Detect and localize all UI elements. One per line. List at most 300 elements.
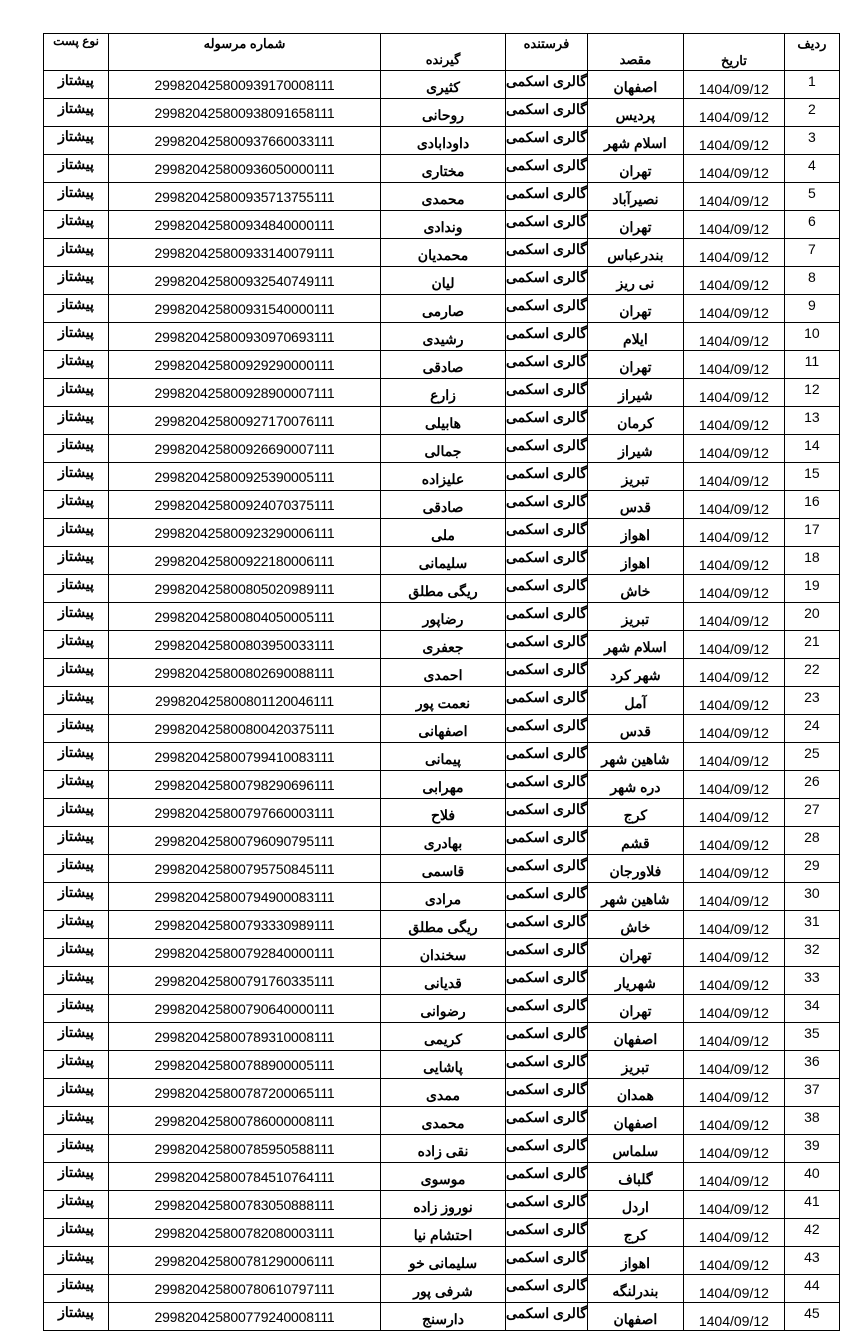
cell-type: پیشتاز (44, 771, 109, 799)
cell-destination: ایلام (587, 323, 683, 351)
cell-row-number: 18 (784, 547, 839, 575)
cell-type: پیشتاز (44, 1023, 109, 1051)
cell-type: پیشتاز (44, 99, 109, 127)
cell-row-number: 34 (784, 995, 839, 1023)
cell-tracking-number: 299820425800935713755111 (109, 183, 381, 211)
table-row (44, 1051, 840, 1079)
cell-tracking-number: 299820425800791760335111 (109, 967, 381, 995)
cell-receiver: کثیری (381, 71, 506, 99)
cell-tracking-number: 299820425800794900083111 (109, 883, 381, 911)
cell-sender: گالری اسکمی (506, 267, 588, 295)
cell-sender: گالری اسکمی (506, 911, 588, 939)
table-row (44, 1023, 840, 1051)
cell-destination: قشم (587, 827, 683, 855)
cell-date: 1404/09/12 (683, 967, 784, 995)
cell-receiver: احتشام نیا (381, 1219, 506, 1247)
cell-tracking-number: 299820425800937660033111 (109, 127, 381, 155)
cell-type: پیشتاز (44, 379, 109, 407)
table-row (44, 603, 840, 631)
cell-destination: اهواز (587, 519, 683, 547)
cell-row-number: 32 (784, 939, 839, 967)
cell-tracking-number: 299820425800801120046111 (109, 687, 381, 715)
cell-destination: تبریز (587, 1051, 683, 1079)
cell-sender: گالری اسکمی (506, 295, 588, 323)
table-row (44, 211, 840, 239)
cell-type: پیشتاز (44, 463, 109, 491)
table-row (44, 295, 840, 323)
cell-type: پیشتاز (44, 631, 109, 659)
cell-sender: گالری اسکمی (506, 967, 588, 995)
cell-type: پیشتاز (44, 911, 109, 939)
cell-destination: سلماس (587, 1135, 683, 1163)
cell-receiver: ملی (381, 519, 506, 547)
table-row (44, 407, 840, 435)
cell-receiver: سلیمانی (381, 547, 506, 575)
cell-tracking-number: 299820425800786000008111 (109, 1107, 381, 1135)
cell-sender: گالری اسکمی (506, 183, 588, 211)
cell-receiver: احمدی (381, 659, 506, 687)
cell-row-number: 42 (784, 1219, 839, 1247)
cell-row-number: 26 (784, 771, 839, 799)
cell-destination: خاش (587, 575, 683, 603)
cell-destination: آمل (587, 687, 683, 715)
cell-receiver: نقی زاده (381, 1135, 506, 1163)
cell-type: پیشتاز (44, 183, 109, 211)
cell-type: پیشتاز (44, 967, 109, 995)
cell-date: 1404/09/12 (683, 1247, 784, 1275)
table-row (44, 715, 840, 743)
cell-tracking-number: 299820425800931540000111 (109, 295, 381, 323)
cell-destination: شاهین شهر (587, 743, 683, 771)
cell-destination: بندرعباس (587, 239, 683, 267)
cell-tracking-number: 299820425800927170076111 (109, 407, 381, 435)
cell-destination: شاهین شهر (587, 883, 683, 911)
cell-row-number: 39 (784, 1135, 839, 1163)
cell-tracking-number: 299820425800783050888111 (109, 1191, 381, 1219)
cell-sender: گالری اسکمی (506, 631, 588, 659)
cell-destination: اهواز (587, 1247, 683, 1275)
cell-date: 1404/09/12 (683, 771, 784, 799)
cell-row-number: 35 (784, 1023, 839, 1051)
cell-date: 1404/09/12 (683, 127, 784, 155)
cell-row-number: 36 (784, 1051, 839, 1079)
cell-type: پیشتاز (44, 239, 109, 267)
cell-receiver: صارمی (381, 295, 506, 323)
cell-date: 1404/09/12 (683, 1163, 784, 1191)
cell-type: پیشتاز (44, 603, 109, 631)
cell-tracking-number: 299820425800782080003111 (109, 1219, 381, 1247)
cell-date: 1404/09/12 (683, 743, 784, 771)
cell-sender: گالری اسکمی (506, 1219, 588, 1247)
cell-type: پیشتاز (44, 995, 109, 1023)
cell-sender: گالری اسکمی (506, 687, 588, 715)
cell-tracking-number: 299820425800799410083111 (109, 743, 381, 771)
cell-tracking-number: 299820425800797660003111 (109, 799, 381, 827)
cell-date: 1404/09/12 (683, 939, 784, 967)
table-row (44, 687, 840, 715)
cell-row-number: 8 (784, 267, 839, 295)
cell-date: 1404/09/12 (683, 155, 784, 183)
header-receiver: گیرنده (381, 34, 506, 71)
table-row (44, 1275, 840, 1303)
cell-row-number: 2 (784, 99, 839, 127)
cell-row-number: 13 (784, 407, 839, 435)
cell-receiver: ممدی (381, 1079, 506, 1107)
cell-date: 1404/09/12 (683, 547, 784, 575)
cell-date: 1404/09/12 (683, 575, 784, 603)
cell-receiver: قاسمی (381, 855, 506, 883)
cell-date: 1404/09/12 (683, 351, 784, 379)
cell-date: 1404/09/12 (683, 855, 784, 883)
cell-destination: شیراز (587, 379, 683, 407)
cell-type: پیشتاز (44, 519, 109, 547)
cell-date: 1404/09/12 (683, 1275, 784, 1303)
table-row (44, 379, 840, 407)
cell-tracking-number: 299820425800936050000111 (109, 155, 381, 183)
cell-date: 1404/09/12 (683, 1303, 784, 1331)
table-row (44, 883, 840, 911)
table-row (44, 267, 840, 295)
table-row (44, 1303, 840, 1331)
table-row (44, 659, 840, 687)
cell-type: پیشتاز (44, 659, 109, 687)
cell-receiver: ریگی مطلق (381, 911, 506, 939)
cell-receiver: رشیدی (381, 323, 506, 351)
cell-receiver: داودابادی (381, 127, 506, 155)
cell-receiver: زارع (381, 379, 506, 407)
cell-sender: گالری اسکمی (506, 659, 588, 687)
cell-sender: گالری اسکمی (506, 463, 588, 491)
table-body (44, 71, 840, 1331)
table-row (44, 491, 840, 519)
cell-destination: تهران (587, 939, 683, 967)
cell-destination: نصیرآباد (587, 183, 683, 211)
cell-row-number: 31 (784, 911, 839, 939)
table-row (44, 575, 840, 603)
cell-tracking-number: 299820425800933140079111 (109, 239, 381, 267)
cell-sender: گالری اسکمی (506, 1079, 588, 1107)
cell-sender: گالری اسکمی (506, 603, 588, 631)
cell-receiver: روحانی (381, 99, 506, 127)
cell-destination: اردل (587, 1191, 683, 1219)
cell-date: 1404/09/12 (683, 239, 784, 267)
cell-date: 1404/09/12 (683, 603, 784, 631)
cell-row-number: 28 (784, 827, 839, 855)
cell-destination: تهران (587, 295, 683, 323)
table-row (44, 967, 840, 995)
cell-row-number: 24 (784, 715, 839, 743)
cell-tracking-number: 299820425800938091658111 (109, 99, 381, 127)
cell-sender: گالری اسکمی (506, 1107, 588, 1135)
cell-date: 1404/09/12 (683, 827, 784, 855)
table-row (44, 1107, 840, 1135)
cell-row-number: 23 (784, 687, 839, 715)
cell-destination: اسلام شهر (587, 127, 683, 155)
cell-date: 1404/09/12 (683, 323, 784, 351)
cell-receiver: بهادری (381, 827, 506, 855)
shipment-table (43, 33, 840, 1331)
cell-receiver: وندادی (381, 211, 506, 239)
table-row (44, 1163, 840, 1191)
table-row (44, 155, 840, 183)
cell-type: پیشتاز (44, 295, 109, 323)
cell-destination: تهران (587, 211, 683, 239)
cell-date: 1404/09/12 (683, 463, 784, 491)
cell-date: 1404/09/12 (683, 1023, 784, 1051)
cell-destination: قدس (587, 491, 683, 519)
cell-receiver: سلیمانی خو (381, 1247, 506, 1275)
cell-type: پیشتاز (44, 1163, 109, 1191)
cell-date: 1404/09/12 (683, 1191, 784, 1219)
cell-tracking-number: 299820425800792840000111 (109, 939, 381, 967)
cell-destination: اصفهان (587, 1303, 683, 1331)
table-row (44, 1135, 840, 1163)
cell-row-number: 29 (784, 855, 839, 883)
cell-receiver: جعفری (381, 631, 506, 659)
cell-sender: گالری اسکمی (506, 1051, 588, 1079)
cell-destination: پردیس (587, 99, 683, 127)
cell-date: 1404/09/12 (683, 1051, 784, 1079)
cell-tracking-number: 299820425800796090795111 (109, 827, 381, 855)
cell-row-number: 16 (784, 491, 839, 519)
table-row (44, 1079, 840, 1107)
cell-row-number: 25 (784, 743, 839, 771)
cell-type: پیشتاز (44, 743, 109, 771)
table-row (44, 519, 840, 547)
cell-sender: گالری اسکمی (506, 323, 588, 351)
cell-tracking-number: 299820425800804050005111 (109, 603, 381, 631)
table-row (44, 183, 840, 211)
cell-tracking-number: 299820425800922180006111 (109, 547, 381, 575)
cell-receiver: شرفی پور (381, 1275, 506, 1303)
cell-receiver: اصفهانی (381, 715, 506, 743)
cell-receiver: محمدی (381, 1107, 506, 1135)
cell-sender: گالری اسکمی (506, 379, 588, 407)
table-row (44, 855, 840, 883)
header-date: تاریخ (683, 34, 784, 71)
cell-sender: گالری اسکمی (506, 519, 588, 547)
cell-tracking-number: 299820425800928900007111 (109, 379, 381, 407)
table-row (44, 1247, 840, 1275)
cell-type: پیشتاز (44, 827, 109, 855)
cell-receiver: پیمانی (381, 743, 506, 771)
cell-receiver: صادقی (381, 491, 506, 519)
cell-date: 1404/09/12 (683, 1107, 784, 1135)
cell-row-number: 1 (784, 71, 839, 99)
cell-sender: گالری اسکمی (506, 1247, 588, 1275)
cell-tracking-number: 299820425800925390005111 (109, 463, 381, 491)
cell-type: پیشتاز (44, 1051, 109, 1079)
cell-sender: گالری اسکمی (506, 855, 588, 883)
cell-date: 1404/09/12 (683, 995, 784, 1023)
cell-row-number: 19 (784, 575, 839, 603)
cell-receiver: فلاح (381, 799, 506, 827)
cell-date: 1404/09/12 (683, 911, 784, 939)
cell-type: پیشتاز (44, 883, 109, 911)
cell-receiver: علیزاده (381, 463, 506, 491)
table-row (44, 463, 840, 491)
cell-type: پیشتاز (44, 1079, 109, 1107)
cell-destination: اصفهان (587, 1023, 683, 1051)
cell-date: 1404/09/12 (683, 659, 784, 687)
cell-tracking-number: 299820425800779240008111 (109, 1303, 381, 1331)
cell-receiver: نوروز زاده (381, 1191, 506, 1219)
cell-date: 1404/09/12 (683, 295, 784, 323)
cell-row-number: 9 (784, 295, 839, 323)
cell-date: 1404/09/12 (683, 715, 784, 743)
table-row (44, 939, 840, 967)
cell-row-number: 20 (784, 603, 839, 631)
table-row (44, 351, 840, 379)
cell-row-number: 17 (784, 519, 839, 547)
table-row (44, 99, 840, 127)
cell-row-number: 6 (784, 211, 839, 239)
cell-sender: گالری اسکمی (506, 435, 588, 463)
cell-type: پیشتاز (44, 267, 109, 295)
cell-tracking-number: 299820425800934840000111 (109, 211, 381, 239)
cell-tracking-number: 299820425800789310008111 (109, 1023, 381, 1051)
cell-receiver: مهرابی (381, 771, 506, 799)
cell-destination: همدان (587, 1079, 683, 1107)
cell-receiver: رضوانی (381, 995, 506, 1023)
cell-row-number: 27 (784, 799, 839, 827)
cell-receiver: صادقی (381, 351, 506, 379)
cell-sender: گالری اسکمی (506, 743, 588, 771)
cell-type: پیشتاز (44, 1247, 109, 1275)
cell-date: 1404/09/12 (683, 379, 784, 407)
cell-type: پیشتاز (44, 435, 109, 463)
cell-destination: تبریز (587, 603, 683, 631)
cell-type: پیشتاز (44, 1275, 109, 1303)
cell-sender: گالری اسکمی (506, 715, 588, 743)
cell-destination: شهر کرد (587, 659, 683, 687)
cell-sender: گالری اسکمی (506, 799, 588, 827)
header-type: نوع پست (44, 34, 109, 71)
cell-destination: تهران (587, 995, 683, 1023)
cell-destination: دره شهر (587, 771, 683, 799)
table-row (44, 547, 840, 575)
cell-sender: گالری اسکمی (506, 351, 588, 379)
cell-date: 1404/09/12 (683, 435, 784, 463)
cell-date: 1404/09/12 (683, 99, 784, 127)
cell-tracking-number: 299820425800926690007111 (109, 435, 381, 463)
table-row (44, 995, 840, 1023)
cell-sender: گالری اسکمی (506, 71, 588, 99)
cell-type: پیشتاز (44, 1107, 109, 1135)
table-row (44, 71, 840, 99)
cell-date: 1404/09/12 (683, 631, 784, 659)
cell-type: پیشتاز (44, 407, 109, 435)
cell-sender: گالری اسکمی (506, 1023, 588, 1051)
cell-receiver: رضاپور (381, 603, 506, 631)
cell-receiver: مرادی (381, 883, 506, 911)
cell-row-number: 38 (784, 1107, 839, 1135)
cell-date: 1404/09/12 (683, 407, 784, 435)
cell-date: 1404/09/12 (683, 1079, 784, 1107)
cell-sender: گالری اسکمی (506, 99, 588, 127)
cell-destination: شیراز (587, 435, 683, 463)
cell-destination: شهریار (587, 967, 683, 995)
cell-tracking-number: 299820425800781290006111 (109, 1247, 381, 1275)
cell-type: پیشتاز (44, 1191, 109, 1219)
cell-tracking-number: 299820425800790640000111 (109, 995, 381, 1023)
cell-receiver: ریگی مطلق (381, 575, 506, 603)
cell-tracking-number: 299820425800802690088111 (109, 659, 381, 687)
cell-type: پیشتاز (44, 855, 109, 883)
cell-date: 1404/09/12 (683, 799, 784, 827)
cell-sender: گالری اسکمی (506, 1191, 588, 1219)
header-destination: مقصد (587, 34, 683, 71)
cell-row-number: 5 (784, 183, 839, 211)
cell-receiver: هابیلی (381, 407, 506, 435)
cell-type: پیشتاز (44, 799, 109, 827)
cell-sender: گالری اسکمی (506, 239, 588, 267)
cell-type: پیشتاز (44, 575, 109, 603)
cell-tracking-number: 299820425800780610797111 (109, 1275, 381, 1303)
cell-destination: نی ریز (587, 267, 683, 295)
cell-receiver: مختاری (381, 155, 506, 183)
table-row (44, 827, 840, 855)
cell-tracking-number: 299820425800932540749111 (109, 267, 381, 295)
cell-tracking-number: 299820425800929290000111 (109, 351, 381, 379)
cell-date: 1404/09/12 (683, 491, 784, 519)
cell-date: 1404/09/12 (683, 71, 784, 99)
cell-date: 1404/09/12 (683, 1219, 784, 1247)
cell-date: 1404/09/12 (683, 267, 784, 295)
cell-destination: تهران (587, 351, 683, 379)
cell-sender: گالری اسکمی (506, 155, 588, 183)
cell-tracking-number: 299820425800798290696111 (109, 771, 381, 799)
table-row (44, 435, 840, 463)
cell-sender: گالری اسکمی (506, 771, 588, 799)
cell-sender: گالری اسکمی (506, 883, 588, 911)
cell-destination: بندرلنگه (587, 1275, 683, 1303)
table-row (44, 1219, 840, 1247)
table-row (44, 127, 840, 155)
cell-destination: اصفهان (587, 71, 683, 99)
cell-destination: قدس (587, 715, 683, 743)
table-row (44, 631, 840, 659)
header-sender: فرستنده (506, 34, 588, 71)
cell-row-number: 7 (784, 239, 839, 267)
cell-type: پیشتاز (44, 211, 109, 239)
cell-sender: گالری اسکمی (506, 407, 588, 435)
cell-row-number: 10 (784, 323, 839, 351)
cell-type: پیشتاز (44, 687, 109, 715)
cell-row-number: 4 (784, 155, 839, 183)
cell-receiver: سخندان (381, 939, 506, 967)
cell-receiver: لیان (381, 267, 506, 295)
cell-row-number: 41 (784, 1191, 839, 1219)
cell-destination: اهواز (587, 547, 683, 575)
cell-date: 1404/09/12 (683, 1135, 784, 1163)
table-row (44, 799, 840, 827)
cell-tracking-number: 299820425800795750845111 (109, 855, 381, 883)
cell-row-number: 45 (784, 1303, 839, 1331)
cell-type: پیشتاز (44, 491, 109, 519)
cell-destination: کرج (587, 1219, 683, 1247)
cell-date: 1404/09/12 (683, 183, 784, 211)
cell-type: پیشتاز (44, 323, 109, 351)
cell-date: 1404/09/12 (683, 519, 784, 547)
cell-sender: گالری اسکمی (506, 939, 588, 967)
cell-date: 1404/09/12 (683, 883, 784, 911)
table-row (44, 239, 840, 267)
cell-destination: تهران (587, 155, 683, 183)
cell-destination: اسلام شهر (587, 631, 683, 659)
cell-type: پیشتاز (44, 71, 109, 99)
table-row (44, 743, 840, 771)
